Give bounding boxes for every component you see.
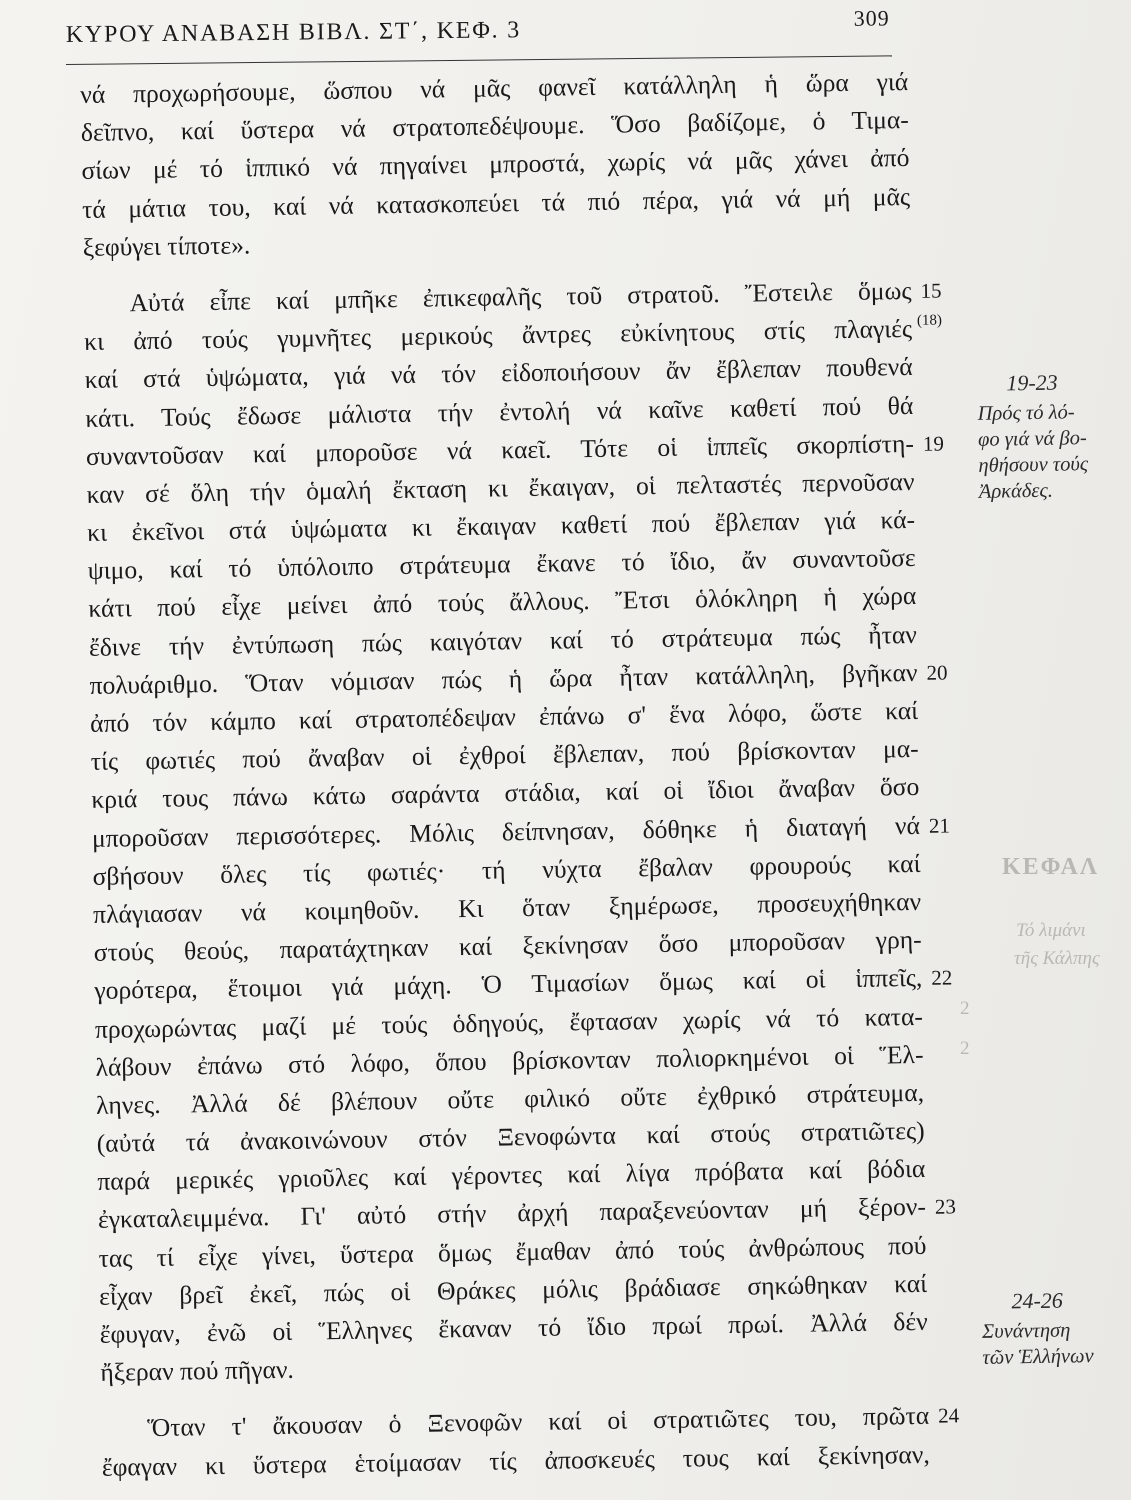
line-text: συναντοῦσαν καί μποροῦσε νά καεῖ. Τότε οἱ ἱππεῖς σκορπίστη- bbox=[85, 428, 915, 471]
side-note-24-26 bbox=[981, 1287, 1093, 1371]
show-through-heading: ΚΕΦΑΛ bbox=[1002, 854, 1100, 880]
header-rule bbox=[66, 55, 892, 65]
paragraph-number: 19 bbox=[922, 431, 945, 456]
line-text: κάτι. Τούς ἔδωσε μάλιστα τήν ἐντολή νά καῖνε καθετί πού θά bbox=[85, 390, 914, 433]
show-through-text bbox=[960, 840, 1131, 1240]
line-text: ἐγκαταλειμμένα. Γι' αὐτό στήν ἀρχή παραξενεύονταν μή ξέρον- bbox=[97, 1192, 927, 1235]
line-text: (αὐτά τά ἀνακοινώνουν στόν Ξενοφώντα καί στούς στρατιῶτες) bbox=[96, 1115, 925, 1158]
line-text: μποροῦσαν περισσότερες. Μόλις δείπνησαν, δόθηκε ἡ διαταγή νά bbox=[91, 810, 921, 853]
line-text: τίς φωτιές πού ἄναβαν οἱ ἐχθροί ἔβλεπαν, πού βρίσκονταν μα- bbox=[90, 734, 919, 777]
line-text: Ὅταν τ' ἄκουσαν ὁ Ξενοφῶν καί οἱ στρατιῶτες του, πρῶτα bbox=[147, 1401, 930, 1443]
line-text: εἶχαν βρεῖ ἐκεῖ, πώς οἱ Θράκες μόλις βράδιασε σηκώθηκαν καί bbox=[98, 1268, 928, 1311]
side-note-line: Πρός τό λό- bbox=[977, 401, 1075, 425]
line-text: πλάγιασαν νά κοιμηθοῦν. Κι ὅταν ξημέρωσε, προσευχήθηκαν bbox=[92, 886, 922, 929]
line-text: καί στά ὑψώματα, γιά νά τόν εἰδοποιήσουν ἄν ἔβλεπαν πουθενά bbox=[84, 352, 913, 395]
side-note-range: 24-26 bbox=[1011, 1287, 1063, 1314]
line-text: πολυάριθμο. Ὅταν νόμισαν πώς ἡ ὥρα ἦταν κατάλληλη, βγῆκαν bbox=[89, 657, 918, 700]
line-text: παρά μερικές γριοῦλες καί γέροντες καί λίγα πρόβατα καί βόδια bbox=[97, 1154, 926, 1197]
line-text: ἔδινε τήν ἐντύπωση πώς καιγόταν καί τό στράτευμα πώς ἦταν bbox=[88, 619, 918, 662]
line-text: σβήσουν ὅλες τίς φωτιές· τή νύχτα ἔβαλαν φρουρούς καί bbox=[92, 848, 921, 891]
line-text: ξεφύγει τίποτε». bbox=[82, 230, 251, 262]
paragraph-number: 20 bbox=[926, 660, 948, 685]
side-note-line: τῶν Ἑλλήνων bbox=[982, 1345, 1094, 1369]
line-text: σίων μέ τό ἱππικό νά πηγαίνει μπροστά, χωρίς νά μᾶς χάνει ἀπό bbox=[81, 143, 910, 186]
line-text: ληνες. Ἀλλά δέ βλέπουν οὔτε φιλικό οὔτε ἐχθρικό στράτευμα, bbox=[95, 1077, 925, 1120]
show-through-number: 2 bbox=[960, 1038, 970, 1059]
show-through-number: 2 bbox=[960, 998, 970, 1019]
line-text: κάτι πού εἶχε μείνει ἀπό τούς ἄλλους. Ἔτσι ὁλόκληρη ἡ χώρα bbox=[88, 581, 917, 624]
line-text: κι ἀπό τούς γυμνῆτες μερικούς ἄντρες εὐκίνητους στίς πλαγιές bbox=[83, 314, 913, 357]
line-text: Αὐτά εἶπε καί μπῆκε ἐπικεφαλῆς τοῦ στρατοῦ. Ἔστειλε ὅμως bbox=[129, 275, 912, 318]
line-text: ψιμο, καί τό ὑπόλοιπο στράτευμα ἔκανε τό ἴδιο, ἄν συναντοῦσε bbox=[87, 543, 916, 586]
line-text: νά προχωρήσουμε, ὥσπου νά μᾶς φανεῖ κατάλληλη ἡ ὥρα γιά bbox=[80, 66, 909, 109]
paragraph-number: 21 bbox=[928, 812, 951, 838]
line-text: γορότερα, ἕτοιμοι γιά μάχη. Ὁ Τιμασίων ὅμως καί οἱ ἱππεῖς, bbox=[94, 963, 923, 1006]
side-note-line: ηθήσουν τούς bbox=[978, 453, 1089, 477]
side-note-line: Ἀρκάδες. bbox=[978, 479, 1054, 503]
line-text: κριά τους πάνω κάτω σαράντα στάδια, καί οἱ ἴδιοι ἄναβαν ὅσο bbox=[91, 772, 920, 815]
show-through-line: τῆς Κάλπης bbox=[1014, 948, 1100, 969]
line-text: καν σέ ὅλη τήν ὁμαλή ἔκταση κι ἔκαιγαν, οἱ πελταστές περνοῦσαν bbox=[86, 466, 915, 509]
main-text-block bbox=[80, 63, 960, 1487]
line-text: στούς θεούς, παρατάχτηκαν καί ξεκίνησαν ὅσο μποροῦσαν γρη- bbox=[93, 925, 922, 968]
paragraph-number: 24 bbox=[937, 1403, 960, 1429]
line-text: τας τί εἶχε γίνει, ὕστερα ὅμως ἔμαθαν ἀπό τούς ἀνθρώπους πού bbox=[98, 1230, 927, 1273]
line-text: ἔφαγαν κι ὕστερα ἑτοίμασαν τίς ἀποσκευές τους καί ξεκίνησαν, bbox=[101, 1439, 930, 1482]
line-text: ἔφυγαν, ἐνῶ οἱ Ἕλληνες ἔκαναν τό ἴδιο πρωί πρωί. Ἀλλά δέν bbox=[99, 1306, 928, 1349]
running-title: ΚΥΡΟΥ ΑΝΑΒΑΣΗ ΒΙΒΛ. ΣΤ΄, ΚΕΦ. 3 bbox=[65, 17, 522, 49]
line-text: λάβουν ἐπάνω στό λόφο, ὅπου βρίσκονταν πολιορκημένοι οἱ Ἕλ- bbox=[95, 1039, 924, 1082]
line-text: ἤξεραν πού πῆγαν. bbox=[100, 1354, 295, 1388]
line-text: προχωρώντας μαζί μέ τούς ὁδηγούς, ἔφτασαν χωρίς νά τό κατα- bbox=[94, 1001, 924, 1044]
side-note-line: φο γιά νά βο- bbox=[977, 427, 1087, 451]
paragraph-number: 23 bbox=[934, 1194, 957, 1220]
line-text: ἀπό τόν κάμπο καί στρατοπέδεψαν ἐπάνω σ' ἕνα λόφο, ὥστε καί bbox=[89, 695, 919, 738]
paragraph-number: 22 bbox=[931, 965, 953, 991]
footnote-marker: (18) bbox=[916, 312, 943, 330]
line-text: κι ἐκεῖνοι στά ὑψώματα κι ἔκαιγαν καθετί πού ἔβλεπαν γιά κά- bbox=[86, 505, 916, 548]
show-through-line: Τό λιμάνι bbox=[1016, 920, 1086, 941]
running-head bbox=[66, 5, 890, 58]
side-note-range: 19-23 bbox=[1006, 369, 1058, 396]
side-note-line: Συνάντηση bbox=[981, 1319, 1071, 1343]
side-note-19-23 bbox=[977, 369, 1089, 505]
page-number: 309 bbox=[853, 5, 890, 31]
line-text: τά μάτια του, καί νά κατασκοπεύει τά πιό πέρα, γιά νά μή μᾶς bbox=[81, 181, 911, 224]
paragraph-number: 15 bbox=[920, 278, 942, 303]
line-text: δεῖπνο, καί ὕστερα νά στρατοπεδέψουμε. Ὅσο βαδίζομε, ὁ Τιμα- bbox=[80, 105, 910, 148]
